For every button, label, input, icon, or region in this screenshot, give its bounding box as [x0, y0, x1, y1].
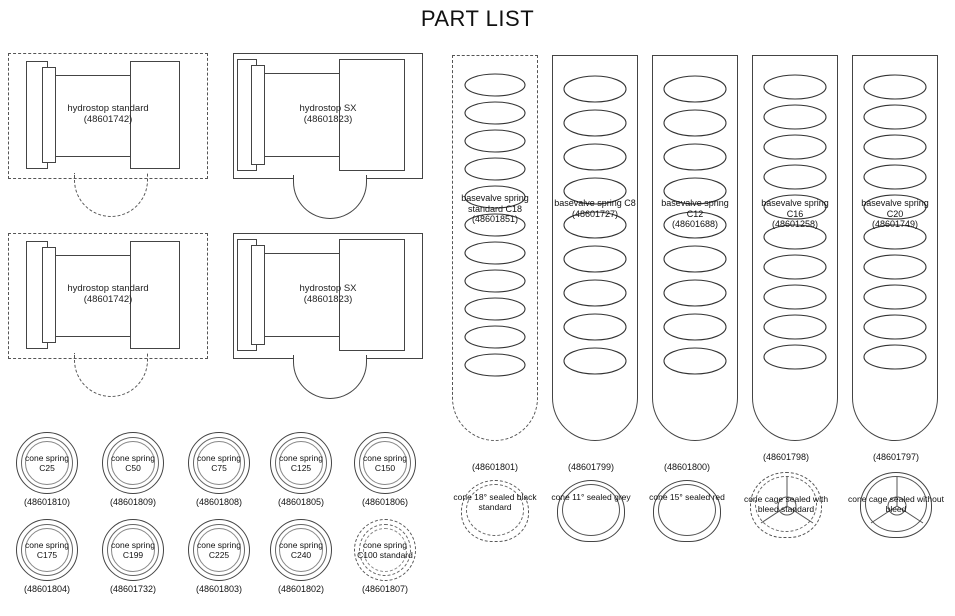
stub-outline	[74, 173, 148, 217]
valve-label: cone 11° sealed grey	[551, 492, 631, 502]
spring-name: basevalve spring C8	[554, 198, 636, 208]
cone-spring-disc	[188, 432, 250, 494]
valve-code: (48601800)	[663, 462, 711, 472]
cone-spring-disc	[188, 519, 250, 581]
hydrostop-label	[233, 103, 423, 125]
cone-spring-disc	[270, 432, 332, 494]
spring-label	[752, 198, 838, 230]
cone-spring-item	[186, 519, 252, 594]
spring-foot	[852, 389, 938, 441]
spring-label	[452, 193, 538, 225]
spring-name: basevalve spring C12	[661, 198, 729, 219]
cone-spring-item	[100, 432, 166, 507]
hydrostop-label	[8, 283, 208, 305]
spring-code: (48601727)	[571, 208, 619, 219]
spring-name: basevalve spring C20	[861, 198, 929, 219]
cone-spring-item	[14, 519, 80, 594]
hydrostop-code: (48601742)	[83, 114, 133, 125]
spring-code: (48601851)	[471, 214, 519, 224]
hydrostop-name: hydrostop SX	[299, 283, 357, 294]
cone-spring-disc	[354, 519, 416, 581]
cone-spring-code: (48601804)	[23, 584, 71, 594]
cone-valve-item	[548, 462, 634, 562]
spring-foot	[452, 389, 538, 441]
cone-valve-item	[846, 452, 946, 572]
stub-outline	[293, 355, 367, 399]
cone-spring-code: (48601805)	[277, 497, 325, 507]
coil-drawing	[552, 55, 638, 395]
basevalve-spring	[752, 55, 838, 395]
cone-spring-item	[14, 432, 80, 507]
cone-spring-item	[352, 519, 418, 594]
hydrostop-part	[233, 53, 423, 179]
spring-label	[552, 198, 638, 219]
valve-code: (48601798)	[762, 452, 810, 462]
basevalve-spring	[652, 55, 738, 395]
hydrostop-label	[233, 283, 423, 305]
hydrostop-name: hydrostop standard	[67, 283, 149, 294]
cone-spring-disc	[354, 432, 416, 494]
hydrostop-code: (48601823)	[303, 294, 353, 305]
cone-spring-label: cone spring C25	[25, 453, 69, 473]
cone-spring-label: cone spring C240	[279, 540, 323, 560]
cone-spring-code: (48601809)	[109, 497, 157, 507]
cone-spring-label: cone spring C225	[197, 540, 241, 560]
valve-code: (48601797)	[872, 452, 920, 462]
hydrostop-code: (48601823)	[303, 114, 353, 125]
spring-name: basevalve spring standard C18	[461, 193, 529, 214]
cone-valve-item	[452, 462, 538, 562]
cone-spring-code: (48601732)	[109, 584, 157, 594]
cone-spring-disc	[102, 432, 164, 494]
valve-code: (48601799)	[567, 462, 615, 472]
spring-code: (48601258)	[771, 219, 819, 229]
valve-label: cone cage sealed with bleed standard	[743, 494, 829, 514]
hydrostop-part	[8, 53, 208, 179]
hydrostop-part	[233, 233, 423, 359]
hydrostop-label	[8, 103, 208, 125]
hydrostop-part	[8, 233, 208, 359]
cone-spring-item	[268, 432, 334, 507]
cone-spring-item	[186, 432, 252, 507]
spring-foot	[752, 389, 838, 441]
cone-spring-disc	[102, 519, 164, 581]
spring-code: (48601749)	[871, 219, 919, 229]
cone-spring-code: (48601807)	[361, 584, 409, 594]
cone-valve-item	[736, 452, 836, 572]
stub-outline	[293, 175, 367, 219]
cone-spring-label: cone spring C150	[363, 453, 407, 473]
cone-spring-item	[352, 432, 418, 507]
cone-spring-label: cone spring C125	[279, 453, 323, 473]
valve-body	[653, 480, 721, 542]
cone-valve-item	[644, 462, 730, 562]
valve-label: cone cage sealed without bleed	[848, 494, 944, 514]
valve-label: cone 15° sealed red	[649, 492, 725, 502]
cone-spring-disc	[270, 519, 332, 581]
coil-drawing	[452, 55, 538, 395]
cone-spring-label: cone spring C75	[197, 453, 241, 473]
hydrostop-name: hydrostop standard	[67, 103, 149, 114]
valve-label: cone 18° sealed black standard	[453, 492, 537, 512]
page-title: PART LIST	[420, 6, 535, 31]
cone-spring-code: (48601802)	[277, 584, 325, 594]
cone-spring-code: (48601803)	[195, 584, 243, 594]
cone-spring-code: (48601808)	[195, 497, 243, 507]
spring-code: (48601688)	[671, 219, 719, 229]
cone-spring-label: cone spring C175	[25, 540, 69, 560]
spring-label	[852, 198, 938, 230]
stub-outline	[74, 353, 148, 397]
basevalve-spring	[552, 55, 638, 395]
spring-label	[652, 198, 738, 230]
hydrostop-code: (48601742)	[83, 294, 133, 305]
hydrostop-name: hydrostop SX	[299, 103, 357, 114]
cone-spring-item	[100, 519, 166, 594]
basevalve-spring	[452, 55, 538, 395]
basevalve-spring	[852, 55, 938, 395]
cone-spring-item	[268, 519, 334, 594]
cone-spring-label: cone spring C100 standard	[357, 540, 413, 560]
cone-spring-code: (48601806)	[361, 497, 409, 507]
valve-code: (48601801)	[471, 462, 519, 472]
cone-spring-label: cone spring C50	[111, 453, 155, 473]
cone-spring-disc	[16, 519, 78, 581]
spring-name: basevalve spring C16	[761, 198, 829, 219]
valve-body	[557, 480, 625, 542]
cone-spring-disc	[16, 432, 78, 494]
cone-spring-code: (48601810)	[23, 497, 71, 507]
spring-foot	[552, 389, 638, 441]
spring-foot	[652, 389, 738, 441]
cone-spring-label: cone spring C199	[111, 540, 155, 560]
